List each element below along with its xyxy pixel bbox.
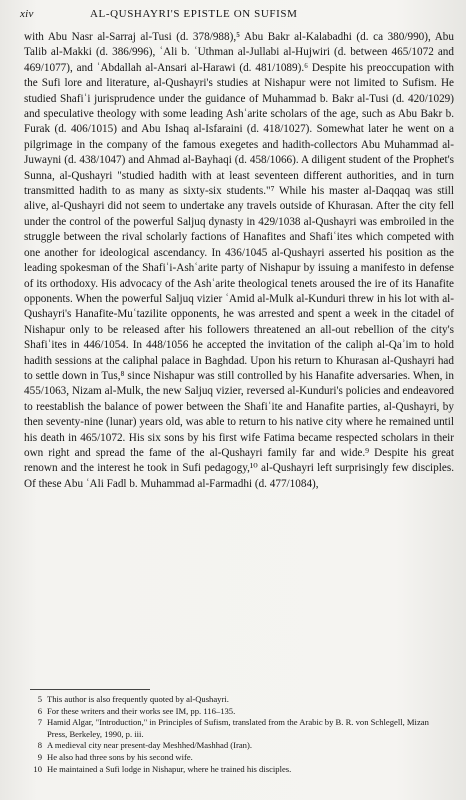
main-text (24, 30, 454, 492)
footnote-text: This author is also frequently quoted by al-Qushayri. (47, 694, 229, 704)
running-title: AL-QUSHAYRI'S EPISTLE ON SUFISM (90, 8, 298, 20)
footnote-number: 10 (33, 763, 42, 774)
footnote-text: He maintained a Sufi lodge in Nishapur, where he trained his disciples. (47, 763, 292, 774)
footnote-number: 7 (37, 717, 42, 728)
footnote-6 (28, 706, 448, 718)
footnote-text: For these writers and their works see IM, pp. 116–135. (47, 705, 236, 716)
footnote-number: 6 (37, 705, 42, 716)
footnote-text: A medieval city near present-day Meshhed/Mashhad (Iran). (47, 740, 252, 751)
footnote-number: 9 (37, 751, 42, 762)
body-paragraph: with Abu Nasr al-Sarraj al-Tusi (d. 378/988),⁵ Abu Bakr al-Kalabadhi (d. ca 380/990), Abu Talib al-Makki (d. 386/996), ʿAli b. ʿUthman al-Jullabi al-Hujwiri (d. between 465/1072 and 469/1077), and ʿAbdallah al-Ansari al-Harawi (d. 481/1089).⁶ Despite his preoccupation with the Sufi lore and literature, al-Qushayri's studies at Nishapur were not limited to Sufism. He studied Shafiʿi jurisprudence under the guidance of Muhammad b. Bakr al-Tusi (d. 420/1029) and speculative theology with some leading Ashʿarite scholars of the age, such as Abu Bakr b. Furak (d. 406/1015) and Abu Ishaq al-Isfaraini (d. 418/1027). Somewhat later he went on a pilgrimage in the company of the famous exegetes and hadith-collectors Abu Muhammad al-Juwayni (d. 438/1047) and Ahmad al-Bayhaqi (d. 458/1066). A diligent student of the Prophet's Sunna, al-Qushayri "studied hadith with at least seventeen different authorities, and in turn transmitted hadith to as many as sixty-six students."⁷ While his master al-Daqqaq was still alive, al-Qushayri did not seem to undertake any travels outside of Khurasan. After the city fell under the control of the powerful Saljuq dynasty in 429/1038 al-Qushayri was embroiled in the struggle between the rival scholarly factions of Hanafites and Shafiʿites which competed with one another for ideological ascendancy. In 436/1045 al-Qushayri asserted his position as the leading spokesman of the Shafiʿi-Ashʿarite party of Nishapur by issuing a manifesto in defense of its orthodoxy. His advocacy of the Ashʿarite theological tenets aroused the ire of its Hanafite opponents. When the powerful Saljuq vizier ʿAmid al-Mulk al-Kunduri threw in his lot with al-Qushayri's Hanafite-Muʿtazilite opponents, he was arrested and spent a week in the citadel of Nishapur only to be released after his followers threatened an all-out rebellion of the city's Shafiʿites in 446/1054. In 448/1056 he accepted the invitation of the caliph al-Qaʾim to hold hadith sessions at the caliphal palace in Baghdad. Upon his return to Khurasan al-Qushayri had to settle down in Tus,⁸ since Nishapur was still controlled by his Hanafite adversaries. When, in 455/1063, Nizam al-Mulk, the new Saljuq vizier, reversed al-Kunduri's policies and endeavored to reestablish the balance of power between the Shafiʿite and Hanafite parties, al-Qushayri, by then seventy-nine (lunar) years old, was able to return to his native city where he remained until his death in 465/1072. His six sons by his first wife Fatima became respected scholars in their own right and spread the fame of the al-Qushayri family far and wide.⁹ Despite his great renown and the interest he took in Sufi pedagogy,¹⁰ al-Qushayri left surprisingly few disciples. Of these Abu ʿAli Fadl b. Muhammad al-Farmadhi (d. 477/1084), (24, 31, 454, 490)
page-number: xiv (20, 8, 34, 20)
footnote-5 (28, 694, 448, 706)
footnote-number: 5 (37, 694, 42, 704)
footnote-8 (28, 740, 448, 752)
footnote-10 (28, 764, 448, 776)
footnote-7 (28, 717, 448, 740)
page-header (20, 8, 440, 26)
footnote-text: He also had three sons by his second wife. (47, 751, 193, 762)
footnote-rule (30, 689, 150, 690)
footnote-text: Hamid Algar, "Introduction," in Principles of Sufism, translated from the Arabic by B. R. von Schlegell, Mizan Press, Berkeley, 1990, p. iii. (47, 717, 429, 739)
footnote-9 (28, 752, 448, 764)
footnotes (28, 694, 448, 775)
footnote-number: 8 (37, 740, 42, 751)
